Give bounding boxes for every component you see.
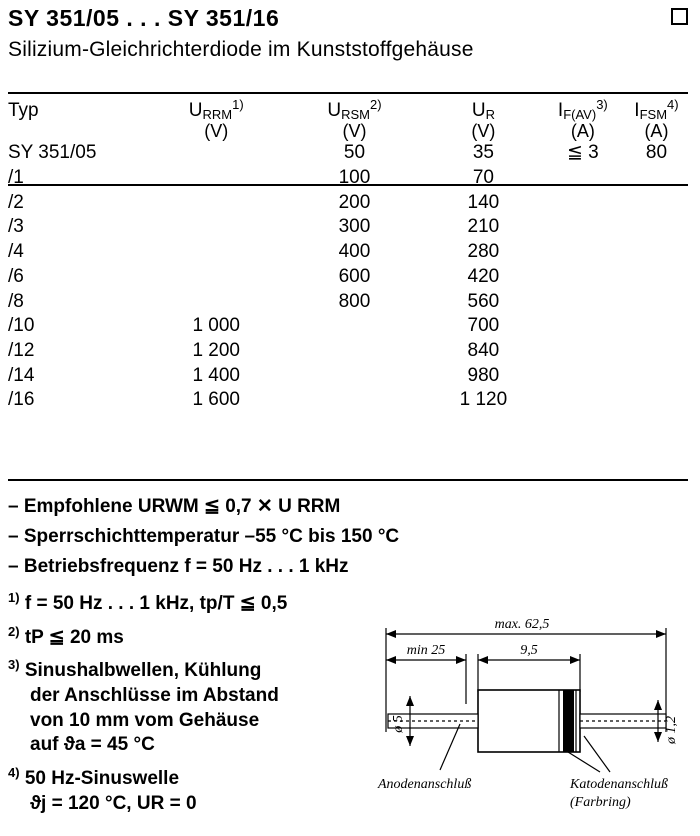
title-block	[8, 6, 668, 62]
cell-ifav: ≦ 3	[566, 142, 599, 164]
footnote-3: $^{3)}$ Sinushalbwellen, Kühlung der Anschlüsse im Abstand von 10 mm vom Gehäuse auf ϑa = 45 °C	[8, 657, 279, 756]
cell-ursm: 100	[338, 167, 371, 189]
cell-urrm: 1 200	[192, 339, 240, 361]
cell-ursm: 200	[338, 191, 371, 213]
package-outline-drawing	[370, 612, 692, 822]
cell-typ: /2	[8, 191, 24, 213]
cell-urrm	[148, 215, 285, 240]
cathode-sublabel: (Farbring)	[570, 795, 631, 810]
dim-min-label: min 25	[406, 643, 446, 658]
cell-typ: /10	[8, 315, 35, 337]
cell-ur: 210	[467, 216, 500, 238]
cell-typ: /1	[8, 167, 24, 189]
cell-ursm: 800	[338, 290, 371, 312]
cell-urrm: 1 600	[192, 389, 240, 411]
cell-typ: /8	[8, 290, 24, 312]
col-header-typ: Typ	[8, 100, 39, 121]
col-header-ifsm: IFSM$^{4)}$ (A)	[634, 97, 679, 142]
cell-ur: 35	[472, 142, 494, 164]
cell-urrm	[148, 166, 285, 191]
footnote-4: $^{4)}$ 50 Hz-Sinuswelle ϑj = 120 °C, UR = 0	[8, 765, 197, 814]
page-subtitle: Silizium-Gleichrichterdiode im Kunststoffgehäuse	[8, 38, 474, 62]
cell-ur: 140	[467, 191, 500, 213]
cell-ursm	[285, 388, 424, 413]
table-row	[8, 141, 690, 166]
note-line: – Betriebsfrequenz f = 50 Hz . . . 1 kHz	[8, 556, 349, 578]
cathode-label: Katodenanschluß	[570, 777, 668, 792]
footnotes	[8, 592, 368, 826]
general-notes	[8, 492, 528, 582]
page-title: SY 351/05 . . . SY 351/16	[8, 5, 280, 31]
dim-max-label: max. 62,5	[494, 617, 550, 632]
divider-bottom	[8, 479, 688, 481]
note-line: – Empfohlene URWM ≦ 0,7 ✕ U RRM	[8, 496, 341, 517]
cell-typ: SY 351/05	[8, 142, 97, 164]
col-header-ur: UR (V)	[471, 100, 496, 142]
corner-square-icon	[671, 8, 688, 25]
cell-urrm: 1 400	[192, 364, 240, 386]
divider-top	[8, 92, 688, 94]
cell-ursm: 400	[338, 241, 371, 263]
dim-lead-left-label: ø 5	[391, 715, 406, 733]
cell-ursm	[285, 364, 424, 389]
cell-urrm	[148, 290, 285, 315]
footnote-2: $^{2)}$ tP ≦ 20 ms	[8, 623, 124, 648]
parameter-table	[8, 97, 690, 413]
anode-label: Anodenanschluß	[378, 777, 472, 792]
cell-ursm: 50	[343, 142, 366, 164]
note-line: – Sperrschichttemperatur –55 °C bis 150 °C	[8, 526, 400, 548]
cell-ifsm: 80	[645, 142, 668, 164]
cell-ursm	[285, 339, 424, 364]
col-header-urrm: URRM$^{1)}$ (V)	[188, 97, 244, 142]
cell-typ: /16	[8, 389, 35, 411]
footnote-1: $^{1)}$ f = 50 Hz . . . 1 kHz, tp/T ≦ 0,5	[8, 590, 288, 614]
cell-urrm	[148, 240, 285, 265]
col-header-ifav: IF(AV)$^{3)}$ (A)	[557, 97, 608, 142]
cell-ursm: 600	[338, 265, 371, 287]
cell-ursm	[285, 314, 424, 339]
cell-ur: 70	[472, 167, 494, 189]
dim-body-label: 9,5	[520, 643, 538, 658]
col-header-ursm: URSM$^{2)}$ (V)	[327, 97, 382, 142]
cell-typ: /4	[8, 241, 24, 263]
cell-ur: 1 120	[459, 389, 508, 411]
cell-typ: /14	[8, 364, 35, 386]
cell-ursm: 300	[338, 216, 371, 238]
dim-lead-right-label: ø 1,2	[664, 716, 679, 744]
cell-ur: 560	[467, 290, 500, 312]
cell-urrm	[148, 191, 285, 216]
table-header-row	[8, 100, 690, 141]
cell-typ: /3	[8, 216, 24, 238]
cell-ur: 840	[467, 339, 500, 361]
cell-urrm	[148, 141, 285, 166]
cell-ur: 700	[467, 315, 500, 337]
cell-urrm: 1 000	[192, 315, 240, 337]
cell-urrm	[148, 265, 285, 290]
cell-ur: 980	[467, 364, 500, 386]
cell-ur: 420	[467, 265, 500, 287]
cell-ur: 280	[467, 241, 500, 263]
cell-typ: /12	[8, 339, 35, 361]
cell-typ: /6	[8, 265, 24, 287]
